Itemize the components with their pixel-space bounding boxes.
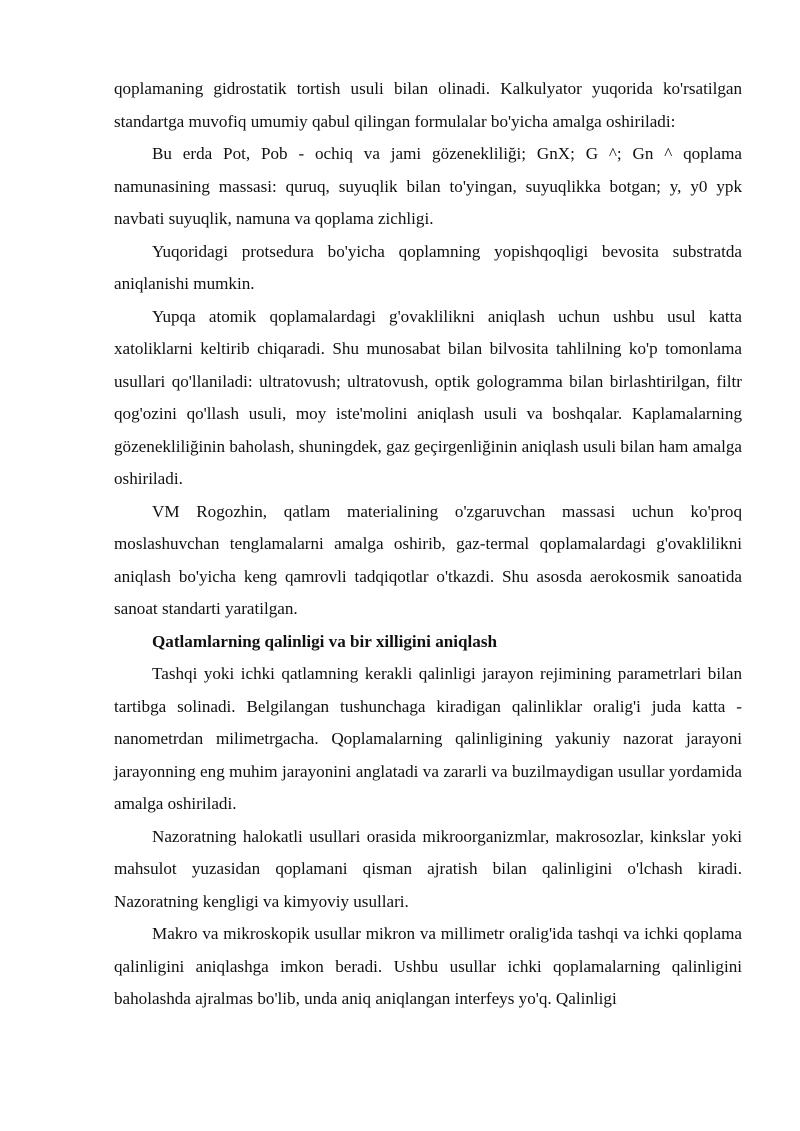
- section-heading: Qatlamlarning qalinligi va bir xilligini aniqlash: [152, 631, 497, 651]
- paragraph-continuation: qoplamaning gidrostatik tortish usuli bilan olinadi. Kalkulyator yuqorida ko'rsatilgan standartga muvofiq umumiy qabul qilingan formulalar bo'yicha amalga oshiriladi:: [114, 79, 742, 131]
- paragraph-rogozhin: VM Rogozhin, qatlam materialining o'zgaruvchan massasi uchun ko'proq moslashuvchan tenglamalarni amalga oshirib, gaz-termal qoplamalardagi g'ovaklilikni aniqlash bo'yicha keng qamrovli tadqiqotlar o'tkazdi. Shu asosda aerokosmik sanoatida sanoat standarti yaratilgan.: [114, 501, 742, 618]
- paragraph-destructive-methods: Nazoratning halokatli usullari orasida mikroorganizmlar, makrosozlar, kinkslar yoki mahsulot yuzasidan qoplamani qisman ajratish bilan qalinligini o'lchash kiradi. Nazoratning kengligi va kimyoviy usullari.: [114, 826, 742, 911]
- body-text: [114, 73, 742, 1016]
- paragraph-thickness-control: Tashqi yoki ichki qatlamning kerakli qalinligi jarayon rejimining parametrlari bilan tartibga solinadi. Belgilangan tushunchaga kiradigan qalinliklar oralig'i juda katta - nanometrdan milimetrgacha. Qoplamalarning qalinligining yakuniy nazorat jarayoni jarayonning eng muhim jarayonini anglatadi va zararli va buzilmaydigan usullar yordamida amalga oshiriladi.: [114, 664, 742, 813]
- paragraph-macro-micro-methods: Makro va mikroskopik usullar mikron va millimetr oralig'ida tashqi va ichki qoplama qalinligini aniqlashga imkon beradi. Ushbu usullar ichki qoplamalarning qalinligini baholashda ajralmas bo'lib, unda aniq aniqlangan interfeys yo'q. Qalinligi: [114, 924, 742, 1008]
- paragraph-formula-explanation: Bu erda Pot, Pob - ochiq va jami gözenekliliği; GnX; G ^; Gn ^ qoplama namunasining massasi: quruq, suyuqlik bilan to'yingan, suyuqlikka botgan; y, y0 ypk navbati suyuqlik, namuna va qoplama zichligi.: [114, 144, 742, 228]
- paragraph-porosity-methods: Yupqa atomik qoplamalardagi g'ovaklilikni aniqlash uchun ushbu usul katta xatoliklarni keltirib chiqaradi. Shu munosabat bilan bilvosita tahlilning ko'p tomonlama usullari qo'llaniladi: ultratovush; ultratovush, optik gologramma bilan birlashtirilgan, filtr qog'ozini qo'llash usuli, moy iste'molini aniqlash usuli va boshqalar. Kaplamalarning gözenekliliğinin baholash, shuningdek, gaz geçirgenliğinin aniqlash usuli bilan ham amalga oshiriladi.: [114, 306, 742, 488]
- paragraph-procedure: Yuqoridagi protsedura bo'yicha qoplamning yopishqoqligi bevosita substratda aniqlanishi mumkin.: [114, 241, 742, 293]
